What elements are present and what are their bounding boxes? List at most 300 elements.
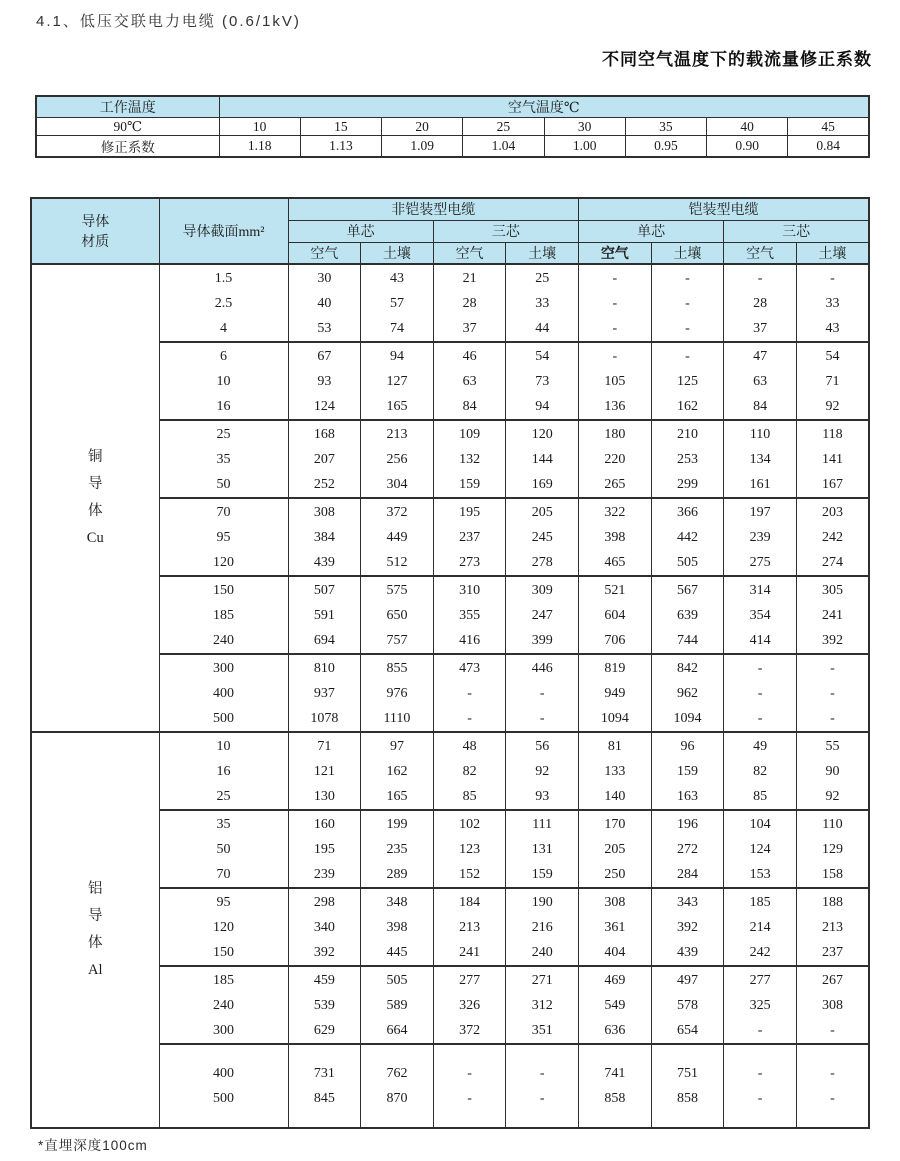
ampacity-value: 731 xyxy=(313,1066,335,1081)
ampacity-value: 48 xyxy=(462,738,477,754)
ampacity-cell xyxy=(579,498,652,576)
temp-value: 10 xyxy=(219,118,300,136)
ampacity-cell xyxy=(361,1044,434,1128)
ampacity-cell xyxy=(796,810,869,888)
ampacity-value: - xyxy=(539,685,545,701)
ampacity-value: 33 xyxy=(825,295,840,311)
cross-section-cell xyxy=(159,1044,288,1128)
ampacity-cell xyxy=(579,810,652,888)
ampacity-value: 57 xyxy=(389,295,404,311)
ampacity-value: - xyxy=(757,1091,763,1106)
ampacity-value: 277 xyxy=(459,972,481,988)
ampacity-value: 757 xyxy=(386,632,408,648)
ampacity-value: - xyxy=(685,348,690,364)
ampacity-value: - xyxy=(830,270,835,286)
ampacity-cell xyxy=(724,810,797,888)
ampacity-value: 188 xyxy=(821,894,843,910)
ampacity-value: 82 xyxy=(462,763,477,779)
ampacity-value: 694 xyxy=(313,632,335,648)
ampacity-cell xyxy=(433,1044,506,1128)
ampacity-value: - xyxy=(685,295,690,311)
ampacity-value: 133 xyxy=(604,763,626,779)
factor-value: 0.95 xyxy=(625,136,706,158)
ampacity-value: 185 xyxy=(749,894,771,910)
ampacity-cell xyxy=(796,888,869,966)
ampacity-value: - xyxy=(757,270,763,286)
ampacity-cell xyxy=(506,654,579,732)
factor-value: 0.90 xyxy=(707,136,788,158)
ampacity-value: 85 xyxy=(753,788,768,804)
ampacity-value: - xyxy=(612,270,618,286)
ampacity-block-row xyxy=(31,732,869,810)
cross-section-value: 120 xyxy=(213,919,234,935)
cross-section-value: 95 xyxy=(216,529,231,545)
ampacity-value: 372 xyxy=(459,1022,481,1038)
ampacity-value: 85 xyxy=(462,788,477,804)
ampacity-cell xyxy=(506,810,579,888)
ampacity-value: 265 xyxy=(604,476,626,492)
unarmored-three-core-header: 三芯 xyxy=(433,220,578,242)
ampacity-value: 240 xyxy=(531,944,553,960)
ampacity-value: 159 xyxy=(676,763,698,779)
ampacity-value: 398 xyxy=(604,529,626,545)
ampacity-value: - xyxy=(467,685,472,701)
ampacity-cell xyxy=(361,966,434,1044)
ampacity-value: 210 xyxy=(676,426,698,442)
ampacity-cell xyxy=(579,576,652,654)
ampacity-value: 163 xyxy=(676,788,698,804)
ampacity-cell xyxy=(651,810,724,888)
ampacity-value: 158 xyxy=(821,866,843,882)
ampacity-value: 124 xyxy=(313,398,335,414)
ampacity-value: 855 xyxy=(386,660,408,676)
ampacity-value: 449 xyxy=(386,529,408,545)
ampacity-cell xyxy=(651,732,724,810)
armored-header: 铠装型电缆 xyxy=(579,198,870,220)
soil-header: 土壤 xyxy=(651,242,724,264)
ampacity-value: 706 xyxy=(604,632,626,648)
ampacity-value: 168 xyxy=(313,426,335,442)
ampacity-value: 140 xyxy=(604,788,626,804)
ampacity-value: 469 xyxy=(604,972,626,988)
ampacity-value: 160 xyxy=(313,816,335,832)
factor-value: 1.18 xyxy=(219,136,300,158)
cross-section-value: 120 xyxy=(213,554,234,570)
page-title: 4.1、低压交联电力电缆 (0.6/1kV) xyxy=(36,13,301,30)
ampacity-cell xyxy=(288,888,361,966)
ampacity-value: 56 xyxy=(535,738,550,754)
ampacity-value: 507 xyxy=(313,582,335,598)
ampacity-value: 94 xyxy=(389,348,404,364)
ampacity-value: 275 xyxy=(749,554,771,570)
ampacity-cell xyxy=(288,732,361,810)
ampacity-value: 92 xyxy=(825,398,840,414)
ampacity-value: 213 xyxy=(459,919,481,935)
ampacity-value: - xyxy=(757,660,763,676)
ampacity-value: 71 xyxy=(317,738,332,754)
ampacity-value: 267 xyxy=(821,972,843,988)
ampacity-value: 274 xyxy=(821,554,843,570)
ampacity-value: 445 xyxy=(386,944,408,960)
ampacity-value: 340 xyxy=(313,919,335,935)
ampacity-value: 858 xyxy=(604,1091,626,1106)
ampacity-value: 196 xyxy=(676,816,698,832)
ampacity-cell xyxy=(506,576,579,654)
ampacity-cell xyxy=(651,654,724,732)
cross-section-cell xyxy=(159,264,288,342)
factor-row xyxy=(36,136,869,158)
ampacity-value: 195 xyxy=(459,504,481,520)
material-label: 铝 xyxy=(88,881,103,897)
ampacity-value: 184 xyxy=(459,894,481,910)
ampacity-value: 213 xyxy=(386,426,408,442)
cross-section-cell xyxy=(159,966,288,1044)
ampacity-cell xyxy=(724,1044,797,1128)
ampacity-value: 213 xyxy=(821,919,843,935)
cross-section-value: 6 xyxy=(220,348,227,364)
ampacity-cell xyxy=(796,420,869,498)
ampacity-value: 152 xyxy=(459,866,481,882)
ampacity-value: 962 xyxy=(676,685,698,701)
ampacity-value: 216 xyxy=(531,919,553,935)
temp-value: 30 xyxy=(544,118,625,136)
ampacity-cell xyxy=(288,576,361,654)
cross-section-value: 95 xyxy=(216,894,231,910)
ampacity-value: 322 xyxy=(604,504,626,520)
cross-section-value: 240 xyxy=(213,997,234,1013)
ampacity-cell xyxy=(288,498,361,576)
cross-section-value: 185 xyxy=(213,972,234,988)
ampacity-value: 104 xyxy=(749,816,771,832)
ampacity-cell xyxy=(724,342,797,420)
material-label: 导 xyxy=(88,476,103,492)
ampacity-value: 121 xyxy=(313,763,335,779)
ampacity-value: 74 xyxy=(389,320,404,336)
material-header-line2: 材质 xyxy=(81,235,110,250)
cross-section-cell xyxy=(159,342,288,420)
ampacity-value: 28 xyxy=(753,295,768,311)
ampacity-value: 190 xyxy=(531,894,553,910)
air-temp-header: 空气温度℃ xyxy=(219,96,869,118)
ampacity-cell xyxy=(288,264,361,342)
cross-section-cell xyxy=(159,498,288,576)
ampacity-value: 741 xyxy=(604,1066,626,1081)
ampacity-value: 348 xyxy=(386,894,408,910)
ampacity-value: 237 xyxy=(821,944,843,960)
material-label: 导 xyxy=(88,908,103,924)
cross-section-value: 16 xyxy=(216,763,231,779)
correction-factor-table xyxy=(35,95,870,158)
ampacity-value: 67 xyxy=(317,348,332,364)
ampacity-value: 639 xyxy=(676,607,698,623)
ampacity-value: 384 xyxy=(313,529,335,545)
temp-value: 25 xyxy=(463,118,544,136)
ampacity-value: 120 xyxy=(531,426,553,442)
temp-value: 40 xyxy=(707,118,788,136)
ampacity-value: 539 xyxy=(313,997,335,1013)
material-label: 体 xyxy=(88,935,103,951)
ampacity-cell xyxy=(579,264,652,342)
ampacity-value: 937 xyxy=(313,685,335,701)
ampacity-value: 247 xyxy=(531,607,553,623)
ampacity-value: 96 xyxy=(680,738,695,754)
ampacity-value: 109 xyxy=(459,426,481,442)
ampacity-cell xyxy=(579,966,652,1044)
ampacity-cell xyxy=(724,654,797,732)
ampacity-value: 459 xyxy=(313,972,335,988)
cross-section-value: 150 xyxy=(213,944,234,960)
ampacity-cell xyxy=(361,342,434,420)
ampacity-value: 567 xyxy=(676,582,698,598)
factor-value: 0.84 xyxy=(788,136,869,158)
ampacity-value: 355 xyxy=(459,607,481,623)
ampacity-value: 314 xyxy=(749,582,771,598)
ampacity-value: 40 xyxy=(317,295,332,311)
ampacity-value: 442 xyxy=(676,529,698,545)
working-temp-header: 工作温度 xyxy=(36,96,219,118)
ampacity-cell xyxy=(361,732,434,810)
ampacity-value: 252 xyxy=(313,476,335,492)
ampacity-value: 105 xyxy=(604,373,626,389)
ampacity-cell xyxy=(796,342,869,420)
ampacity-value: 162 xyxy=(386,763,408,779)
ampacity-value: 30 xyxy=(317,270,332,286)
ampacity-value: - xyxy=(830,1022,835,1038)
ampacity-value: - xyxy=(830,710,835,726)
ampacity-value: 33 xyxy=(535,295,550,311)
material-cell xyxy=(31,264,159,732)
ampacity-value: 1110 xyxy=(383,710,411,726)
ampacity-value: 310 xyxy=(459,582,481,598)
ampacity-value: 578 xyxy=(676,997,698,1013)
ampacity-value: 465 xyxy=(604,554,626,570)
ampacity-value: 810 xyxy=(313,660,335,676)
ampacity-cell xyxy=(724,888,797,966)
cross-section-value: 70 xyxy=(216,866,231,882)
ampacity-value: 304 xyxy=(386,476,408,492)
ampacity-value: 976 xyxy=(386,685,408,701)
ampacity-value: 63 xyxy=(753,373,768,389)
ampacity-value: - xyxy=(757,1066,763,1081)
ampacity-value: 49 xyxy=(753,738,768,754)
material-label: Cu xyxy=(86,530,104,546)
ampacity-value: - xyxy=(685,320,690,336)
ampacity-value: 129 xyxy=(821,841,843,857)
ampacity-cell xyxy=(433,420,506,498)
ampacity-value: 497 xyxy=(676,972,698,988)
ampacity-value: 366 xyxy=(676,504,698,520)
cross-section-cell xyxy=(159,888,288,966)
ampacity-cell xyxy=(724,966,797,1044)
armored-single-core-header: 单芯 xyxy=(579,220,724,242)
cross-section-header: 导体截面mm² xyxy=(159,198,288,264)
cross-section-value: 500 xyxy=(213,1091,234,1106)
ampacity-value: 512 xyxy=(386,554,408,570)
ampacity-cell xyxy=(796,264,869,342)
ampacity-value: 404 xyxy=(604,944,626,960)
ampacity-value: 54 xyxy=(825,348,840,364)
ampacity-value: 744 xyxy=(676,632,698,648)
ampacity-value: 162 xyxy=(676,398,698,414)
ampacity-cell xyxy=(361,498,434,576)
ampacity-value: 505 xyxy=(676,554,698,570)
ampacity-value: 132 xyxy=(459,451,481,467)
ampacity-cell xyxy=(724,732,797,810)
armored-three-core-header: 三芯 xyxy=(724,220,869,242)
ampacity-cell xyxy=(433,576,506,654)
ampacity-value: 392 xyxy=(821,632,843,648)
ampacity-cell xyxy=(796,576,869,654)
ampacity-value: 43 xyxy=(389,270,404,286)
ampacity-cell xyxy=(651,420,724,498)
air-header: 空气 xyxy=(288,242,361,264)
ampacity-value: 118 xyxy=(822,426,843,442)
cross-section-value: 35 xyxy=(216,451,231,467)
ampacity-value: 214 xyxy=(749,919,771,935)
ampacity-value: 819 xyxy=(604,660,626,676)
ampacity-value: 54 xyxy=(535,348,550,364)
ampacity-value: 55 xyxy=(825,738,840,754)
correction-header-row xyxy=(36,96,869,118)
ampacity-value: 870 xyxy=(386,1091,408,1106)
ampacity-value: 144 xyxy=(531,451,553,467)
ampacity-cell xyxy=(579,420,652,498)
unarmored-header: 非铠装型电缆 xyxy=(288,198,579,220)
ampacity-cell xyxy=(724,576,797,654)
ampacity-value: 97 xyxy=(389,738,404,754)
ampacity-value: 92 xyxy=(825,788,840,804)
ampacity-cell xyxy=(796,966,869,1044)
ampacity-value: 110 xyxy=(822,816,843,832)
ampacity-value: 309 xyxy=(531,582,553,598)
soil-header: 土壤 xyxy=(796,242,869,264)
ampacity-value: - xyxy=(539,710,545,726)
ampacity-value: 521 xyxy=(604,582,626,598)
ampacity-cell xyxy=(796,1044,869,1128)
cross-section-value: 1.5 xyxy=(214,270,233,286)
temp-value: 35 xyxy=(625,118,706,136)
cross-section-value: 10 xyxy=(216,738,231,754)
ampacity-value: 241 xyxy=(821,607,843,623)
ampacity-value: - xyxy=(757,1022,763,1038)
ampacity-value: 125 xyxy=(676,373,698,389)
ampacity-value: 71 xyxy=(825,373,840,389)
header-row-1 xyxy=(31,198,869,220)
ampacity-value: 399 xyxy=(531,632,553,648)
ampacity-value: 289 xyxy=(386,866,408,882)
ampacity-value: 63 xyxy=(462,373,477,389)
ampacity-cell xyxy=(288,342,361,420)
ampacity-value: 93 xyxy=(317,373,332,389)
ampacity-value: - xyxy=(539,1091,545,1106)
ampacity-value: 37 xyxy=(753,320,768,336)
ampacity-value: 73 xyxy=(535,373,550,389)
ampacity-value: 239 xyxy=(313,866,335,882)
ampacity-value: - xyxy=(685,270,690,286)
cross-section-value: 25 xyxy=(216,788,231,804)
ampacity-value: 416 xyxy=(459,632,481,648)
ampacity-value: 762 xyxy=(386,1066,408,1081)
ampacity-value: 131 xyxy=(531,841,553,857)
ampacity-value: 165 xyxy=(386,788,408,804)
ampacity-value: 636 xyxy=(604,1022,626,1038)
ampacity-table xyxy=(30,197,870,1129)
ampacity-value: 134 xyxy=(749,451,771,467)
ampacity-cell xyxy=(796,654,869,732)
ampacity-value: 44 xyxy=(535,320,550,336)
soil-header: 土壤 xyxy=(506,242,579,264)
ampacity-value: 949 xyxy=(604,685,626,701)
ampacity-cell xyxy=(361,420,434,498)
ampacity-value: - xyxy=(830,1066,835,1081)
ampacity-value: 272 xyxy=(676,841,698,857)
ampacity-cell xyxy=(506,966,579,1044)
ampacity-value: - xyxy=(612,295,618,311)
ampacity-value: 43 xyxy=(825,320,840,336)
ampacity-value: 203 xyxy=(821,504,843,520)
ampacity-value: 256 xyxy=(386,451,408,467)
ampacity-value: 110 xyxy=(749,426,771,442)
factor-value: 1.13 xyxy=(300,136,381,158)
ampacity-cell xyxy=(579,732,652,810)
ampacity-value: 239 xyxy=(749,529,771,545)
ampacity-value: 271 xyxy=(531,972,553,988)
ampacity-value: - xyxy=(757,685,763,701)
ampacity-value: 241 xyxy=(459,944,481,960)
ampacity-value: 505 xyxy=(386,972,408,988)
ampacity-cell xyxy=(433,966,506,1044)
factor-value: 1.00 xyxy=(544,136,625,158)
ampacity-cell xyxy=(506,342,579,420)
ampacity-value: 127 xyxy=(386,373,408,389)
ampacity-value: 25 xyxy=(535,270,550,286)
cross-section-value: 50 xyxy=(216,476,231,492)
ampacity-value: 205 xyxy=(604,841,626,857)
ampacity-value: 84 xyxy=(462,398,477,414)
ampacity-value: 298 xyxy=(313,894,335,910)
ampacity-value: 305 xyxy=(821,582,843,598)
ampacity-value: 273 xyxy=(459,554,481,570)
ampacity-value: 325 xyxy=(749,997,771,1013)
air-header: 空气 xyxy=(579,242,652,264)
ampacity-value: 123 xyxy=(459,841,481,857)
ampacity-cell xyxy=(724,264,797,342)
ampacity-value: 351 xyxy=(531,1022,553,1038)
ampacity-value: - xyxy=(612,320,618,336)
ampacity-value: 1094 xyxy=(673,710,702,726)
ampacity-value: 199 xyxy=(386,816,408,832)
ampacity-value: 47 xyxy=(753,348,768,364)
ampacity-value: 82 xyxy=(753,763,768,779)
cross-section-value: 150 xyxy=(213,582,234,598)
temperature-row xyxy=(36,118,869,136)
ampacity-cell xyxy=(361,810,434,888)
ampacity-value: 111 xyxy=(532,816,553,832)
ampacity-value: 207 xyxy=(313,451,335,467)
ampacity-cell xyxy=(288,1044,361,1128)
ampacity-value: 439 xyxy=(313,554,335,570)
ampacity-cell xyxy=(796,732,869,810)
ampacity-cell xyxy=(651,342,724,420)
ampacity-value: - xyxy=(467,1091,472,1106)
ampacity-value: 398 xyxy=(386,919,408,935)
cross-section-value: 400 xyxy=(213,685,234,701)
ampacity-value: 237 xyxy=(459,529,481,545)
ampacity-cell xyxy=(506,732,579,810)
ampacity-value: 575 xyxy=(386,582,408,598)
temp-row-label: 90℃ xyxy=(36,118,219,136)
cross-section-value: 16 xyxy=(216,398,231,414)
